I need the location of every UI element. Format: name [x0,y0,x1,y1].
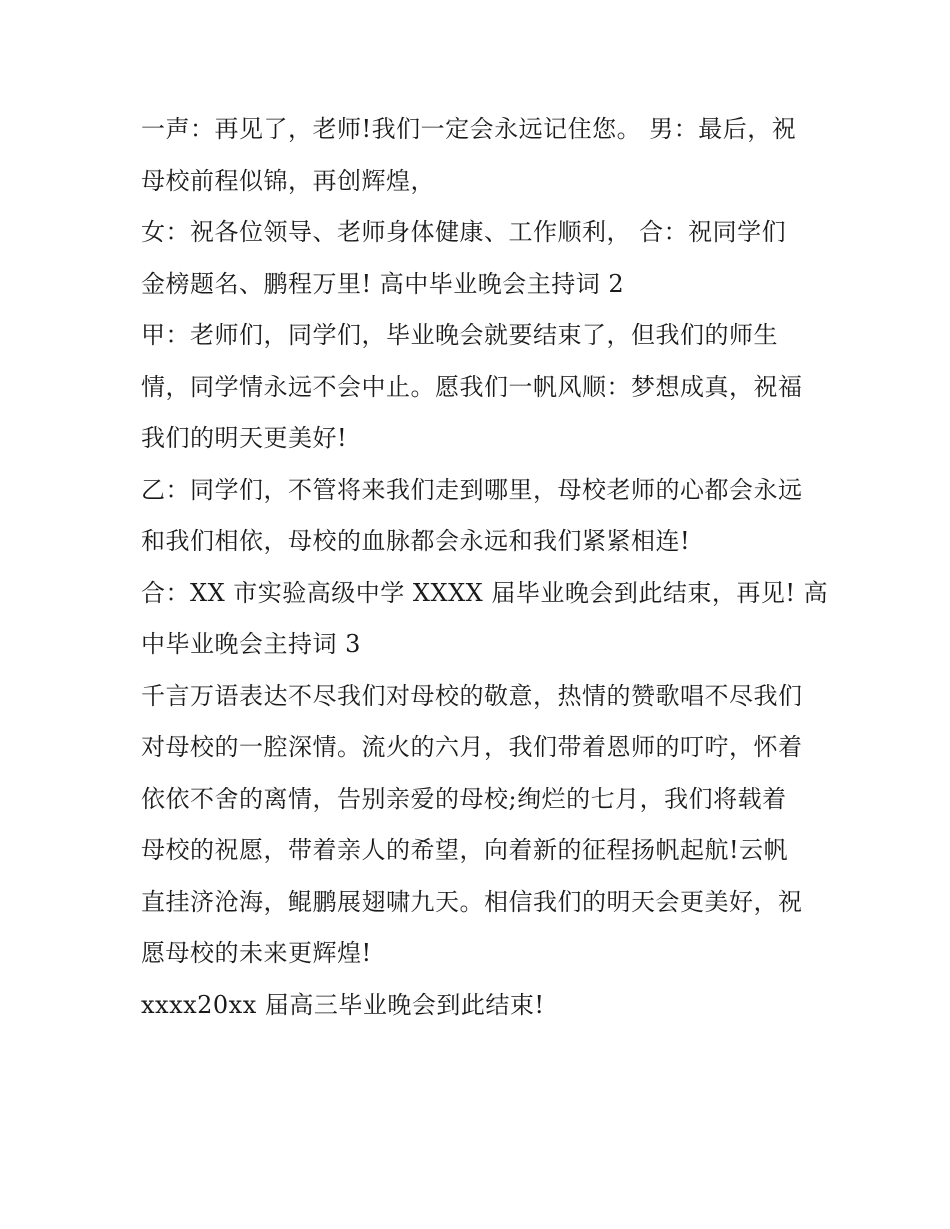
text-line: 女：祝各位领导、老师身体健康、工作顺利， 合：祝同学们 [141,218,787,246]
text-line: 和我们相依，母校的血脉都会永远和我们紧紧相连! [141,527,691,555]
text-line: 千言万语表达不尽我们对母校的敬意，热情的赞歌唱不尽我们 [141,681,803,710]
text-line: 中毕业晚会主持词 3 [141,630,361,658]
text-line: 一声：再见了，老师!我们一定会永远记住您。 男：最后，祝 [141,115,797,143]
text-line: 情，同学情永远不会中止。愿我们一帆风顺：梦想成真，祝福 [141,372,803,401]
text-line: 金榜题名、鹏程万里! 高中毕业晚会主持词 2 [141,269,625,298]
text-line: 愿母校的未来更辉煌! [141,939,372,967]
text-line: 我们的明天更美好! [141,424,348,452]
text-line: 母校的祝愿，带着亲人的希望，向着新的征程扬帆起航!云帆 [141,836,789,864]
text-line: 直挂济沧海，鲲鹏展翅啸九天。相信我们的明天会更美好，祝 [141,887,803,916]
text-line: 对母校的一腔深情。流火的六月，我们带着恩师的叮咛，怀着 [141,733,803,761]
text-line: 依依不舍的离情，告别亲爱的母校;绚烂的七月，我们将载着 [141,784,787,813]
text-line: 母校前程似锦，再创辉煌， [141,166,435,195]
text-line: 乙：同学们，不管将来我们走到哪里，母校老师的心都会永远 [141,475,803,504]
text-line: xxxx20xx 届高三毕业晚会到此结束! [141,990,545,1019]
document-body [141,104,829,1031]
text-line: 甲：老师们，同学们，毕业晚会就要结束了，但我们的师生 [141,321,778,349]
text-line: 合：XX 市实验高级中学 XXXX 届毕业晚会到此结束，再见! 高 [141,578,829,607]
